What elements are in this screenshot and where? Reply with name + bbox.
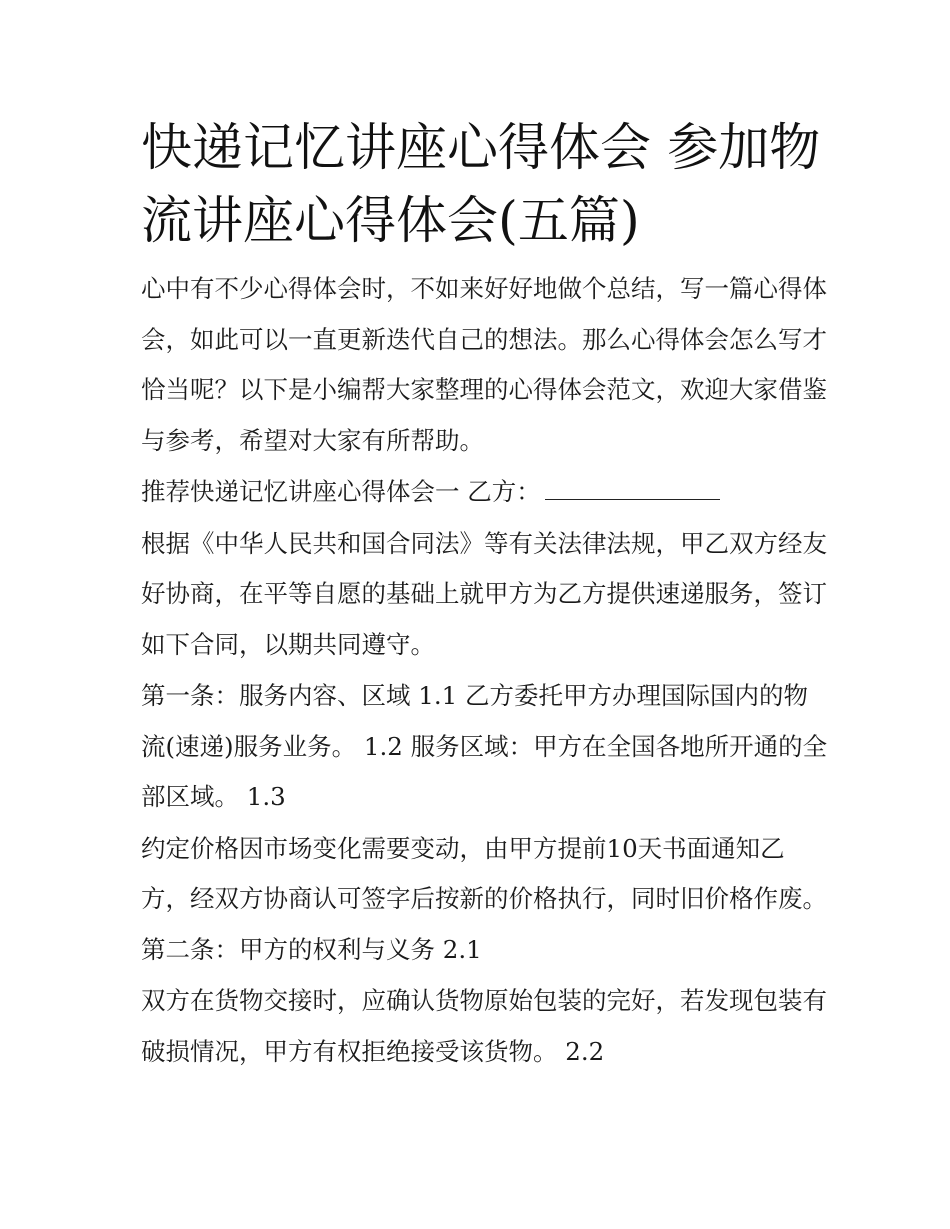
paragraph-intro: 心中有不少心得体会时，不如来好好地做个总结，写一篇心得体会，如此可以一直更新迭代自己的想法。那么心得体会怎么写才恰当呢？以下是小编帮大家整理的心得体会范文，欢迎大家借鉴与参考，希望对大家有所帮助。 — [141, 274, 827, 455]
paragraph-party-b-text: 推荐快递记忆讲座心得体会一 乙方： — [141, 477, 541, 506]
paragraph-party-b — [141, 467, 831, 518]
fill-in-blank-line — [545, 498, 720, 500]
paragraph-article-one: 第一条：服务内容、区域 1.1 乙方委托甲方办理国际国内的物流(速递)服务业务。 1.2 服务区域：甲方在全国各地所开通的全部区域。 1.3 — [141, 681, 828, 811]
document-content — [141, 112, 831, 1077]
paragraph-goods-handover: 双方在货物交接时，应确认货物原始包装的完好，若发现包装有破损情况，甲方有权拒绝接受该货物。 2.2 — [141, 986, 827, 1066]
paragraph-price-change: 约定价格因市场变化需要变动，由甲方提前10天书面通知乙方，经双方协商认可签字后按新的价格执行，同时旧价格作废。 第二条：甲方的权利与义务 2.1 — [141, 833, 827, 964]
paragraph-legal-basis: 根据《中华人民共和国合同法》等有关法律法规，甲乙双方经友好协商，在平等自愿的基础上就甲方为乙方提供速递服务，签订如下合同，以期共同遵守。 — [141, 528, 827, 659]
document-title: 快递记忆讲座心得体会 参加物流讲座心得体会(五篇) — [141, 119, 821, 251]
